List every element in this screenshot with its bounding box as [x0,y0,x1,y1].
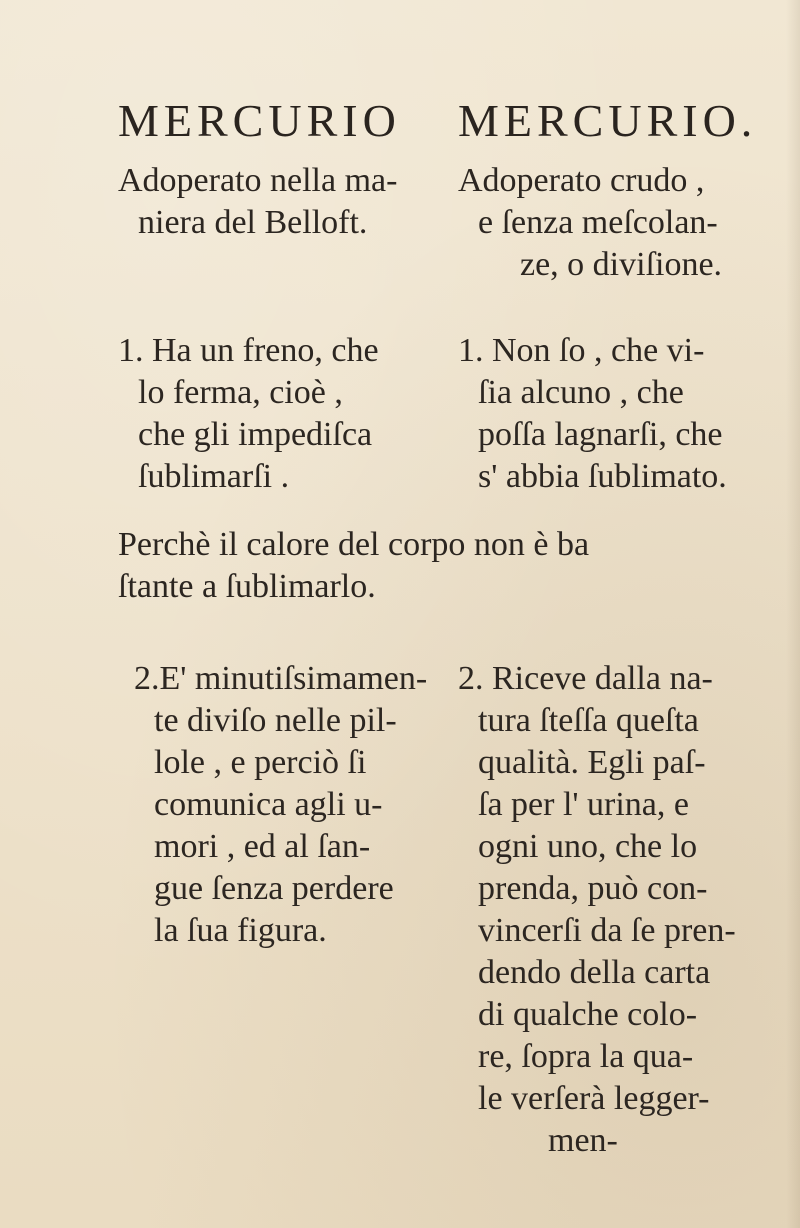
text-line: dendo della carta [478,954,711,991]
heading-left: MERCURIO [118,95,401,146]
text-line: poſſa lagnarſi, che [478,416,723,453]
text-line: gue ſenza perdere [154,870,394,907]
page-edge-shadow [786,0,800,1228]
text-line: le verſerà legger- [478,1080,710,1117]
heading-right: MERCURIO. [458,95,758,146]
text-line: ze, o diviſione. [520,246,723,283]
text-line: ſa per l' urina, e [478,786,689,823]
text-line: 1. Non ſo , che vi- [458,332,705,369]
text-line: ſublimarſi . [138,458,290,495]
text-line: s' abbia ſublimato. [478,458,727,495]
text-line: Adoperato nella ma- [118,162,398,199]
intro-left [118,160,397,244]
text-line: prenda, può con- [478,870,708,907]
catchword: men- [548,1122,618,1159]
text-line: 2. Riceve dalla na- [458,660,713,697]
text-line: 2.E' minutiſsimamen- [134,660,428,697]
explanatory-note [118,524,778,608]
text-line: ſia alcuno , che [478,374,684,411]
text-line: ogni uno, che lo [478,828,698,865]
text-line: lo ferma, cioè , [138,374,343,411]
point2-right [458,658,736,1162]
text-line: ſtante a ſublimarlo. [118,568,376,605]
text-line: qualità. Egli paſ- [478,744,706,781]
text-line: la ſua figura. [154,912,327,949]
text-line: 1. Ha un freno, che [118,332,379,369]
text-line: che gli impediſca [138,416,373,453]
text-line: niera del Belloft. [138,204,368,241]
text-line: di qualche colo- [478,996,698,1033]
text-line: mori , ed al ſan- [154,828,371,865]
text-line: comunica agli u- [154,786,383,823]
text-line: re, ſopra la qua- [478,1038,694,1075]
intro-right [458,160,722,286]
text-line: e ſenza meſcolan- [478,204,718,241]
text-line: tura ſteſſa queſta [478,702,699,739]
point1-left [118,330,379,498]
text-line: lole , e perciò ſi [154,744,367,781]
point2-left [134,658,427,952]
text-line: Adoperato crudo , [458,162,705,199]
text-line: Perchè il calore del corpo non è ba [118,526,590,563]
point1-right [458,330,727,498]
text-line: te diviſo nelle pil- [154,702,397,739]
text-line: vincerſi da ſe pren- [478,912,736,949]
